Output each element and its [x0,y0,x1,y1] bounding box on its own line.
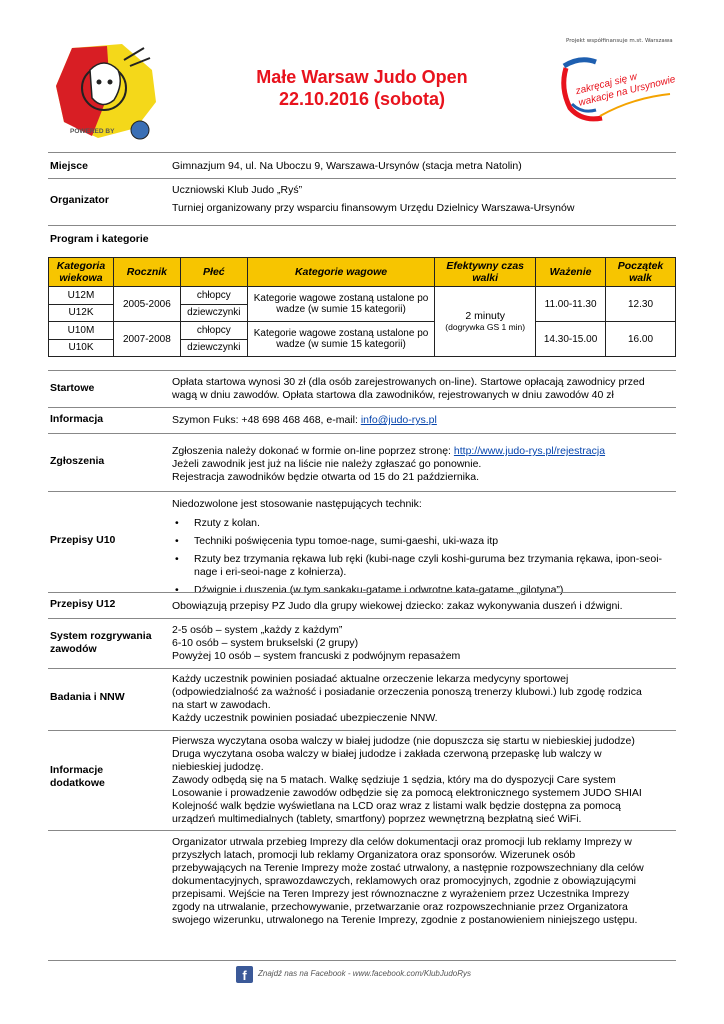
wizerunek-line: przyszłych latach, promocji lub reklamy Organizatora oraz sponsorów. Wizerunek osób [172,849,576,861]
value-startowe-1: Opłata startowa wynosi 30 zł (dla osób zarejestrowanych on-line). Startowe opłacają zawodnicy przed [172,376,645,388]
title-line-2: 22.10.2016 (sobota) [278,89,446,109]
zgloszenia-text: Zgłoszenia należy dokonać w formie on-line poprzez stronę: [172,445,454,457]
project-note: Projekt współfinansuje m.st. Warszawa [566,38,673,44]
table-header: Ważenie [536,258,606,287]
table-row [49,322,676,340]
footer-text[interactable]: Znajdź nas na Facebook - www.facebook.com/KlubJudoRys [258,969,471,978]
cell-kategoria: U12M [49,287,114,305]
logo-slogan: zakręcaj się w wakacje na Ursynowie [574,71,677,109]
divider [48,618,676,619]
value-informacja [172,414,672,427]
cell-wagowe: Kategorie wagowe zostaną ustalone po wadze (w sumie 15 kategorii) [247,287,434,322]
cell-wazenie: 11.00-11.30 [536,287,606,322]
cell-poczatek: 12.30 [606,287,676,322]
table-header: Efektywny czas walki [435,258,536,287]
divider [48,830,676,831]
value-miejsce: Gimnazjum 94, ul. Na Uboczu 9, Warszawa-Ursynów (stacja metra Natolin) [172,160,522,172]
logo-caption: POWERED BY [70,128,115,135]
cell-wagowe: Kategorie wagowe zostaną ustalone po wadze (w sumie 15 kategorii) [247,322,434,357]
list-item: • Rzuty z kolan. [172,517,672,530]
facebook-icon[interactable]: f [236,966,253,983]
wizerunek-line: dokumentacyjnych, sprawozdawczych, reklamowych oraz promocyjnych, zgodnie z obowiązującymi [172,875,636,887]
divider [48,370,676,371]
value-informacje-2: Druga wyczytana osoba walczy w białej judodze i zakłada czerwoną przepaskę lub walczy w [172,748,602,760]
value-informacje-5: Losowanie i prowadzenie zawodów odbędzie się za pomocą elektronicznego systemem JUDO SHIAI [172,787,642,799]
email-link[interactable]: info@judo-rys.pl [360,414,437,426]
table-header: Kategoria wiekowa [49,258,114,287]
table-header: Rocznik [113,258,180,287]
value-system-3: Powyżej 10 osób – system francuski z podwójnym repasażem [172,650,461,662]
cell-plec: chłopcy [180,287,247,305]
divider [48,592,676,593]
rules-list [172,517,672,602]
value-badania-1: Każdy uczestnik powinien posiadać aktualne orzeczenie lekarza medycyny sportowej [172,673,569,685]
value-zgloszenia-3: Rejestracja zawodników będzie otwarta od 15 do 21 października. [172,471,480,483]
wizerunek-line: przebywających na Terenie Imprezy może zostać utrwalony, a następnie rozpowszechniany dla celów [172,862,644,874]
value-system-2: 6-10 osób – system brukselski (2 grupy) [172,637,359,649]
list-item: • Techniki poświęcenia typu tomoe-nage, sumi-gaeshi, uki-waza itp [172,535,672,548]
contact-text: Szymon Fuks: +48 698 468 468, e-mail: [172,414,361,426]
value-badania-2: (odpowiedzialność za ważność i posiadanie orzeczenia ponoszą trenerzy klubowi.) lub zgodę rodzica [172,686,642,698]
label-startowe: Startowe [50,382,95,394]
divider [48,407,676,408]
wizerunek-line: zgody na utrwalanie, przechowywanie, przetwarzanie oraz rozpowszechnianie przez Organizatora [172,901,628,913]
value-organizator-1: Uczniowski Klub Judo „Ryś” [172,184,303,196]
footer-divider [48,960,676,961]
value-zgloszenia-1 [172,445,672,458]
label-badania: Badania i NNW [50,691,125,703]
value-startowe-2: wagą w dniu zawodów. Opłata startowa dla zawodników, rejestrowanych w dniu zawodów 40 zł [172,389,614,401]
divider [48,491,676,492]
value-przepisy-u12: Obowiązują przepisy PZ Judo dla grupy wiekowej dziecko: zakaz wykonywania duszeń i dźwigni. [172,600,623,612]
cell-kategoria: U10K [49,339,114,357]
value-informacje-4: Zawody odbędą się na 5 matach. Walkę sędziuje 1 sędzia, który ma do dyspozycji Care system [172,774,616,786]
label-program: Program i kategorie [50,233,149,245]
divider [48,433,676,434]
cell-plec: chłopcy [180,322,247,340]
club-logo [52,40,164,145]
ursynow-logo [552,38,682,133]
list-item: • Dźwignie i duszenia (w tym sankaku-gatame i odwrotne kata-gatame „gilotyna”) [172,584,672,597]
value-system-1: 2-5 osób – system „każdy z każdym” [172,624,343,636]
divider [48,178,676,179]
label-miejsce: Miejsce [50,160,88,172]
cell-kategoria: U12K [49,304,114,322]
wizerunek-line: Organizator utrwala przebieg Imprezy dla celów dokumentacji oraz promocji lub reklamy Imprezy w [172,836,632,848]
divider [48,225,676,226]
cell-czas [435,287,536,357]
value-badania-3: na start w zawodach. [172,699,271,711]
cell-rocznik: 2007-2008 [113,322,180,357]
value-informacje-7: urządzeń multimedialnych (tablety, smartfony) poprzez wewnętrzną bezpłatną sieć WiFi. [172,813,582,825]
label-zgloszenia: Zgłoszenia [50,455,105,467]
label-system-1: System rozgrywania [50,630,152,642]
registration-link[interactable]: http://www.judo-rys.pl/rejestracja [453,445,606,457]
cell-rocznik: 2005-2006 [113,287,180,322]
label-system-2: zawodów [50,643,97,655]
table-header: Płeć [180,258,247,287]
table-row [49,287,676,305]
czas-note: (dogrywka GS 1 min) [445,321,526,332]
value-przepisy-u10-intro: Niedozwolone jest stosowanie następujących technik: [172,498,422,510]
cell-poczatek: 16.00 [606,322,676,357]
wizerunek-line: przepisami. Wejście na Teren Imprezy jest równoznaczne z wyrażeniem przez Uczestnika Imprezy [172,888,630,900]
value-informacje-3: niebieskiej judodzę. [172,761,264,773]
label-informacje-2: dodatkowe [50,777,105,789]
cell-wazenie: 14.30-15.00 [536,322,606,357]
program-table [48,257,676,357]
cell-kategoria: U10M [49,322,114,340]
page-title [200,66,524,110]
czas-value: 2 minuty [465,309,506,322]
table-header: Kategorie wagowe [247,258,434,287]
table-header: Początek walk [606,258,676,287]
value-informacje-1: Pierwsza wyczytana osoba walczy w białej judodze (nie dopuszcza się startu w niebieskiej judodze) [172,735,635,747]
label-informacja: Informacja [50,413,104,425]
label-organizator: Organizator [50,194,109,206]
divider [48,730,676,731]
label-informacje-1: Informacje [50,764,104,776]
cell-plec: dziewczynki [180,339,247,357]
wizerunek-line: swojego wizerunku, utrwalonego na Terenie Imprezy, zgodnie z postanowieniem niniejszego ustępu. [172,914,638,926]
label-przepisy-u12: Przepisy U12 [50,598,116,610]
value-badania-4: Każdy uczestnik powinien posiadać ubezpieczenie NNW. [172,712,438,724]
label-przepisy-u10: Przepisy U10 [50,534,116,546]
list-item: • Rzuty bez trzymania rękawa lub ręki (kubi-nage czyli koshi-guruma bez trzymania rękawa, ipon-seoi-nage i eri-seoi-nage z kołnierza). [172,553,672,579]
title-line-1: Małe Warsaw Judo Open [256,67,468,87]
value-organizator-2: Turniej organizowany przy wsparciu finansowym Urzędu Dzielnicy Warszawa-Ursynów [172,202,575,214]
value-informacje-6: Kolejność walk będzie wyświetlana na LCD oraz wraz z listami walk będzie dostępna za pomocą [172,800,621,812]
cell-plec: dziewczynki [180,304,247,322]
value-zgloszenia-2: Jeżeli zawodnik jest już na liście nie należy zgłaszać go ponownie. [172,458,482,470]
divider [48,152,676,153]
divider [48,668,676,669]
